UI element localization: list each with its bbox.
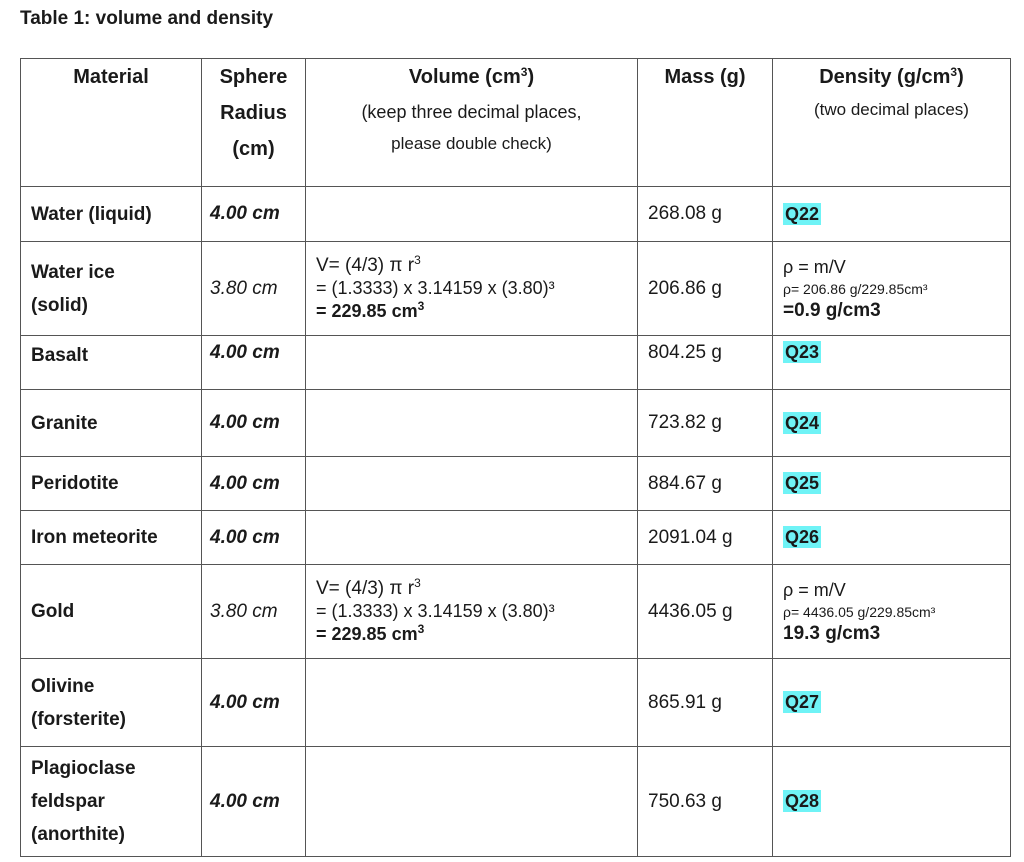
table-row: [21, 336, 1011, 390]
table-row: [21, 457, 1011, 511]
header-radius: Sphere Radius (cm): [202, 59, 306, 187]
density-cell[interactable]: [773, 336, 1011, 390]
mass-cell: 4436.05 g: [638, 565, 773, 659]
question-badge: Q23: [785, 342, 820, 362]
header-volume: Volume $(cm^3)$ (keep three decimal places, please double check): [306, 59, 638, 187]
material-cell: Gold: [21, 565, 202, 659]
volume-cell[interactable]: [306, 187, 638, 242]
table-row: [21, 511, 1011, 565]
table-row: [21, 659, 1011, 747]
radius-cell: 3.80 cm: [202, 565, 306, 659]
mass-cell: 723.82 g: [638, 390, 773, 457]
table-row: [21, 565, 1011, 659]
material-cell: Water ice (solid): [21, 242, 202, 336]
radius-cell: 4.00 cm: [202, 659, 306, 747]
radius-cell: 4.00 cm: [202, 457, 306, 511]
material-cell: Basalt: [21, 336, 202, 390]
volume-cell[interactable]: [306, 336, 638, 390]
density-cell: ρ = m/V ρ= 4436.05 g/229.85cm³ 19.3 g/cm3: [773, 565, 1011, 659]
material-cell: Plagioclase feldspar (anorthite): [21, 747, 202, 857]
volume-cell[interactable]: [306, 390, 638, 457]
density-cell: ρ = m/V ρ= 206.86 g/229.85cm³ =0.9 g/cm3: [773, 242, 1011, 336]
header-row: [21, 59, 1011, 187]
volume-cell[interactable]: [306, 457, 638, 511]
question-badge: Q27: [785, 692, 820, 712]
mass-cell: 206.86 g: [638, 242, 773, 336]
radius-cell: 4.00 cm: [202, 747, 306, 857]
table-row: [21, 242, 1011, 336]
density-cell[interactable]: [773, 659, 1011, 747]
density-cell[interactable]: [773, 390, 1011, 457]
volume-density-table: [20, 58, 1011, 857]
material-cell: Water (liquid): [21, 187, 202, 242]
question-badge: Q25: [785, 473, 820, 493]
mass-cell: 2091.04 g: [638, 511, 773, 565]
volume-cell[interactable]: [306, 511, 638, 565]
volume-cell[interactable]: [306, 659, 638, 747]
material-cell: Olivine (forsterite): [21, 659, 202, 747]
table-row: [21, 747, 1011, 857]
mass-cell: 865.91 g: [638, 659, 773, 747]
density-cell[interactable]: [773, 511, 1011, 565]
volume-cell[interactable]: [306, 747, 638, 857]
question-badge: Q28: [785, 791, 820, 811]
mass-cell: 884.67 g: [638, 457, 773, 511]
radius-cell: 4.00 cm: [202, 187, 306, 242]
question-badge: Q24: [785, 412, 820, 433]
density-cell[interactable]: [773, 187, 1011, 242]
mass-cell: 268.08 g: [638, 187, 773, 242]
mass-cell: 804.25 g: [638, 336, 773, 390]
question-badge: Q22: [785, 203, 820, 224]
mass-cell: 750.63 g: [638, 747, 773, 857]
radius-cell: 4.00 cm: [202, 336, 306, 390]
material-cell: Granite: [21, 390, 202, 457]
table-caption: Table 1: volume and density: [20, 8, 274, 29]
question-badge: Q26: [785, 527, 820, 547]
header-density: Density $(g/cm^3)$ (two decimal places): [773, 59, 1011, 187]
table-row: [21, 187, 1011, 242]
density-cell[interactable]: [773, 747, 1011, 857]
material-cell: Peridotite: [21, 457, 202, 511]
material-cell: Iron meteorite: [21, 511, 202, 565]
density-cell[interactable]: [773, 457, 1011, 511]
radius-cell: 4.00 cm: [202, 390, 306, 457]
volume-cell: V= (4/3) π $r^3$ = (1.3333) x 3.14159 x (3.80)³ = 229.85 $cm^3$: [306, 565, 638, 659]
table-row: [21, 390, 1011, 457]
volume-cell: V= (4/3) π $r^3$ = (1.3333) x 3.14159 x (3.80)³ = 229.85 $cm^3$: [306, 242, 638, 336]
radius-cell: 4.00 cm: [202, 511, 306, 565]
header-material: Material: [21, 59, 202, 187]
header-mass: Mass (g): [638, 59, 773, 187]
radius-cell: 3.80 cm: [202, 242, 306, 336]
